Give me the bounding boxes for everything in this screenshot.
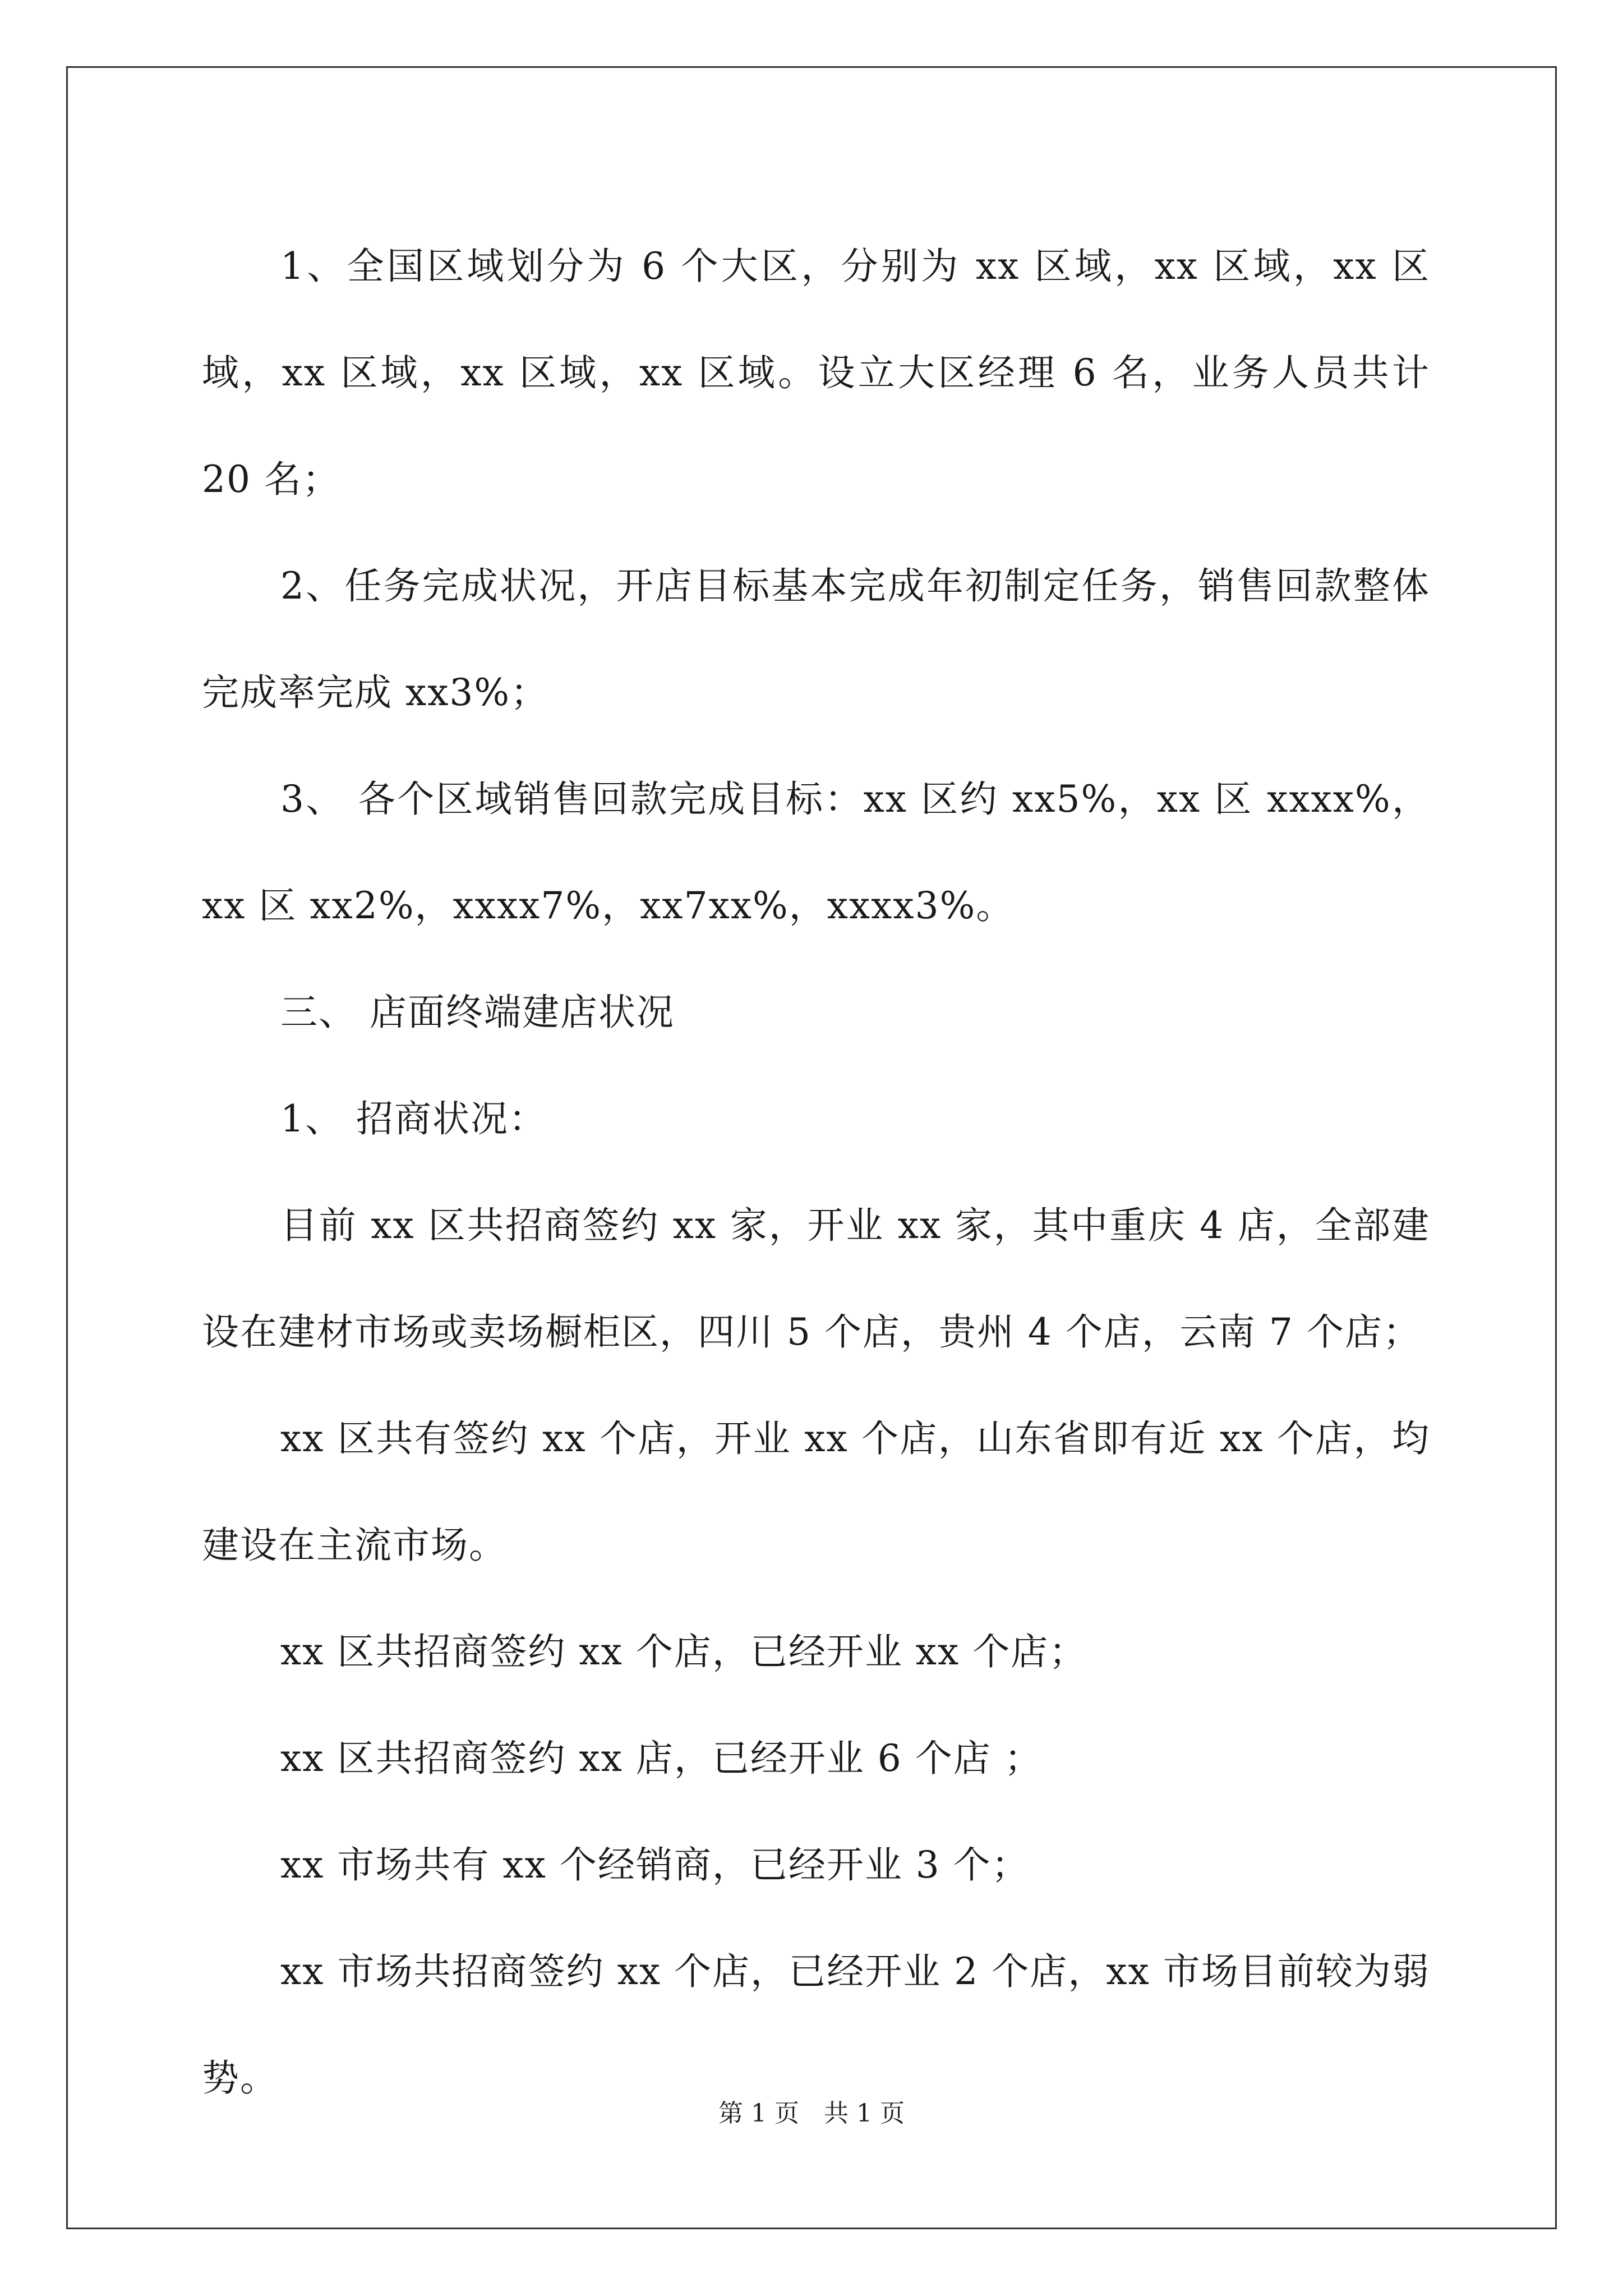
paragraph-task-completion: 2、任务完成状况，开店目标基本完成年初制定任务，销售回款整体完成率完成 xx3%； [202, 564, 1430, 714]
document-body [202, 213, 1430, 2132]
page-number-footer: 第 1 页 共 1 页 [718, 2099, 905, 2128]
paragraph-region-stores-a: xx 区共招商签约 xx 个店，已经开业 xx 个店； [280, 1630, 1087, 1673]
paragraph-regional-targets: 3、 各个区域销售回款完成目标：xx 区约 xx5%，xx 区 xxxx%，xx 区 xx2%，xxxx7%，xx7xx%，xxxx3%。 [202, 777, 1430, 927]
paragraph-region-division: 1、全国区域划分为 6 个大区，分别为 xx 区域，xx 区域，xx 区域，xx 区域，xx 区域，xx 区域。设立大区经理 6 名，业务人员共计 20 名； [202, 245, 1430, 501]
paragraph-shandong-stores: xx 区共有签约 xx 个店，开业 xx 个店，山东省即有近 xx 个店，均建设在主流市场。 [202, 1417, 1430, 1567]
section-heading-store-building: 三、 店面终端建店状况 [280, 991, 675, 1034]
paragraph-southwest-stores: 目前 xx 区共招商签约 xx 家，开业 xx 家，其中重庆 4 店，全部建设在建材市场或卖场橱柜区，四川 5 个店，贵州 4 个店，云南 7 个店； [202, 1204, 1430, 1354]
paragraph-region-stores-b: xx 区共招商签约 xx 店，已经开业 6 个店 ； [280, 1737, 1043, 1780]
paragraph-market-weak: xx 市场共招商签约 xx 个店，已经开业 2 个店，xx 市场目前较为弱势。 [202, 1950, 1430, 2100]
subheading-investment-status: 1、 招商状况： [280, 1097, 547, 1140]
paragraph-market-dealers: xx 市场共有 xx 个经销商，已经开业 3 个； [280, 1843, 1030, 1887]
